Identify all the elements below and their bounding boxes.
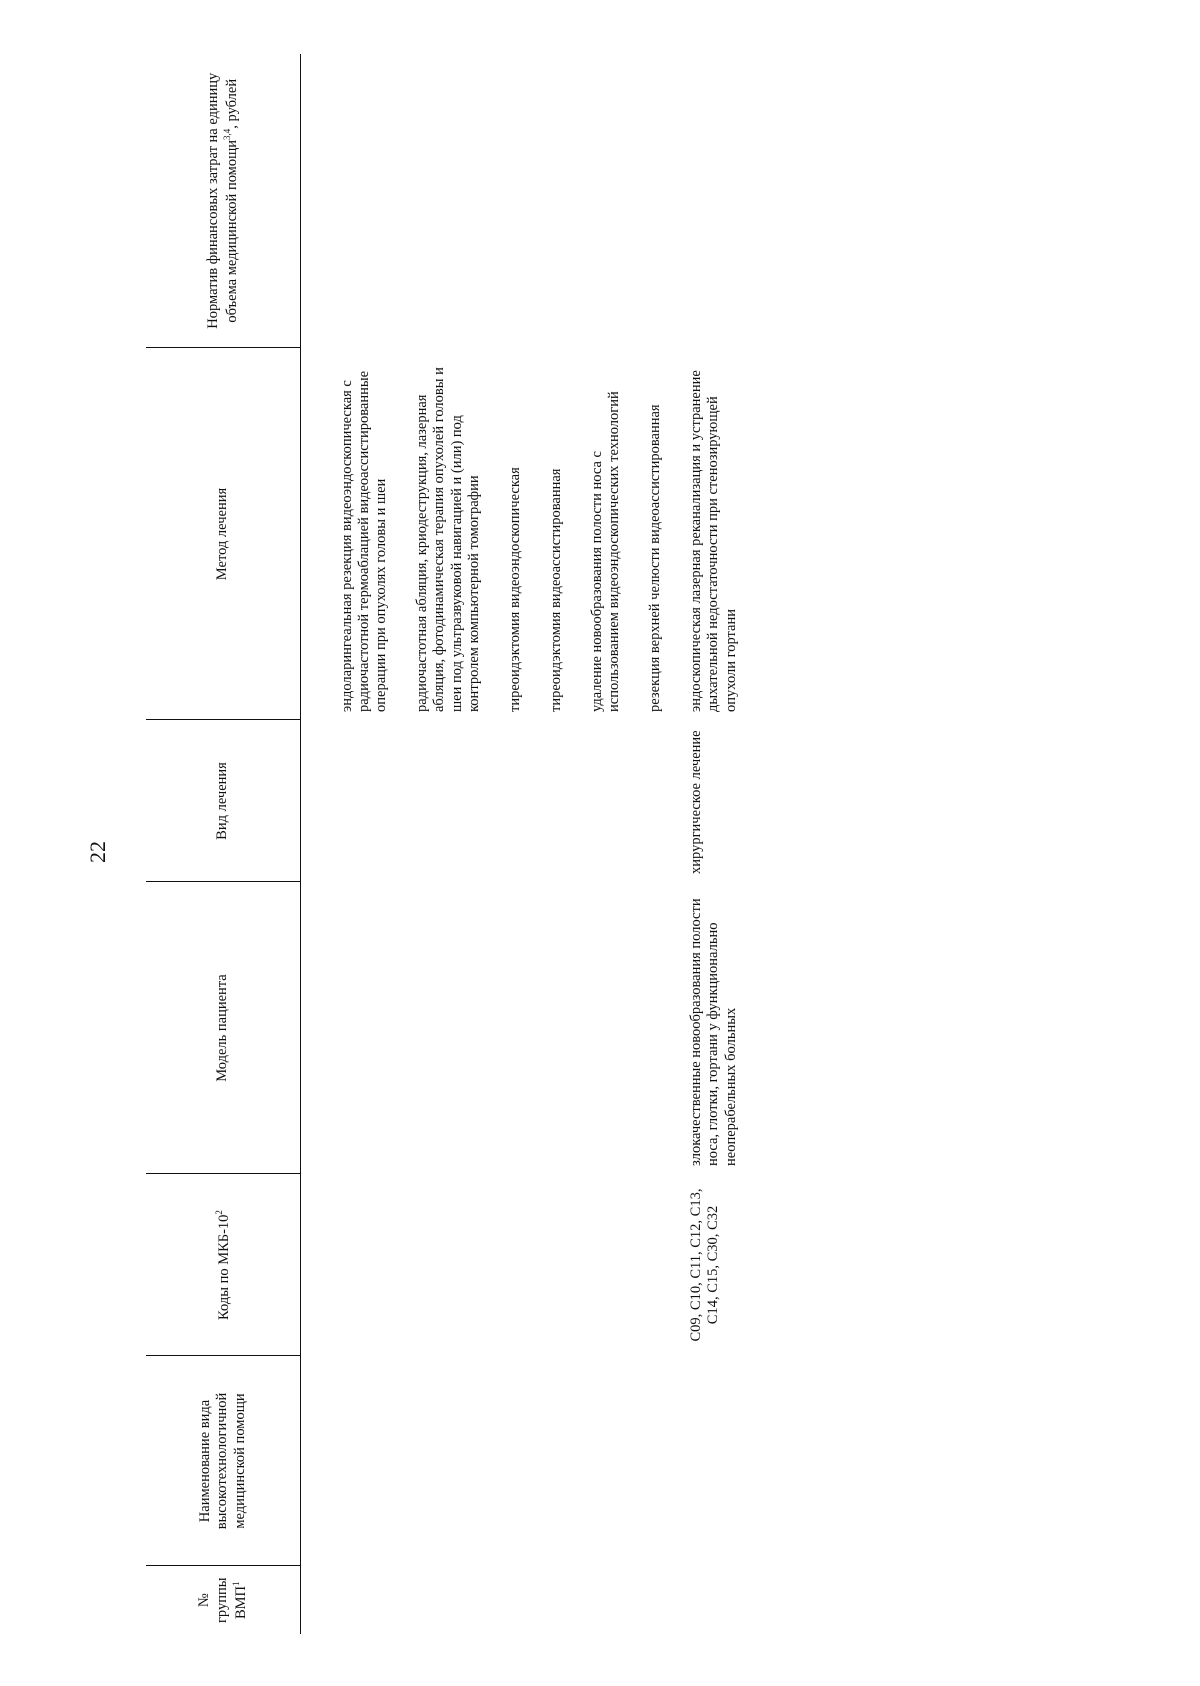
header-norm [146,54,301,348]
method-entry: эндоларингеальная резекция видеоэндоскопическая с радиочастотной термоаблацией видеоассистированные операции при опухолях головы и шеи [339,370,390,712]
rotated-document [146,54,1126,1634]
vmp-table [146,54,740,1634]
row-treatment-type: хирургическое лечение [688,730,705,874]
method-entry: радиочастотная абляция, криодеструкция, лазерная абляция, фотодинамическая терапия опухолей головы и шеи под ультразвуковой навигацией и (или) под контролем компьютерной томографии [414,367,482,712]
row-method: эндоскопическая лазерная реканализация и устранение дыхательной недостаточности при стенозирующей опухоли гортани [688,370,739,712]
header-mkb-sup: 2 [213,1210,224,1215]
header-patient-model: Модель пациента [146,882,301,1174]
header-name: Наименование вида высокотехнологичной медицинской помощи [146,1356,301,1566]
method-entry: тиреоидэктомия видеоэндоскопическая [506,467,523,712]
row-mkb: C09, C10, C11, C12, C13, C14, C15, C30, C32 [688,1188,722,1342]
header-norm-text: Норматив финансовых затрат на единицу объема медицинской помощи [204,72,240,329]
continued-methods-cell [301,348,689,720]
table-row [688,54,739,1634]
header-group-no-sup: 1 [230,1581,241,1586]
header-norm-suffix: , рублей [223,78,240,129]
header-mkb [146,1174,301,1356]
method-entry: удаление новообразования полости носа с использованием видеоэндоскопических технологий [588,391,623,712]
table-row-continued-methods [301,54,689,1634]
header-group-no-text: № группы ВМП [196,1577,249,1624]
row-patient-model: злокачественные новообразования полости носа, глотки, гортани у функционально неоперабельных больных [688,898,739,1166]
method-entry: резекция верхней челюсти видеоассистированная [647,404,664,712]
header-mkb-text: Коды по МКБ-10 [215,1214,232,1320]
header-treatment-type: Вид лечения [146,720,301,882]
header-method: Метод лечения [146,348,301,720]
header-norm-sup: 3,4 [222,128,233,140]
method-entry: тиреоидэктомия видеоассистированная [547,468,564,712]
table-header-row [146,54,301,1634]
header-group-no [146,1566,301,1634]
page-number: 22 [85,841,110,863]
